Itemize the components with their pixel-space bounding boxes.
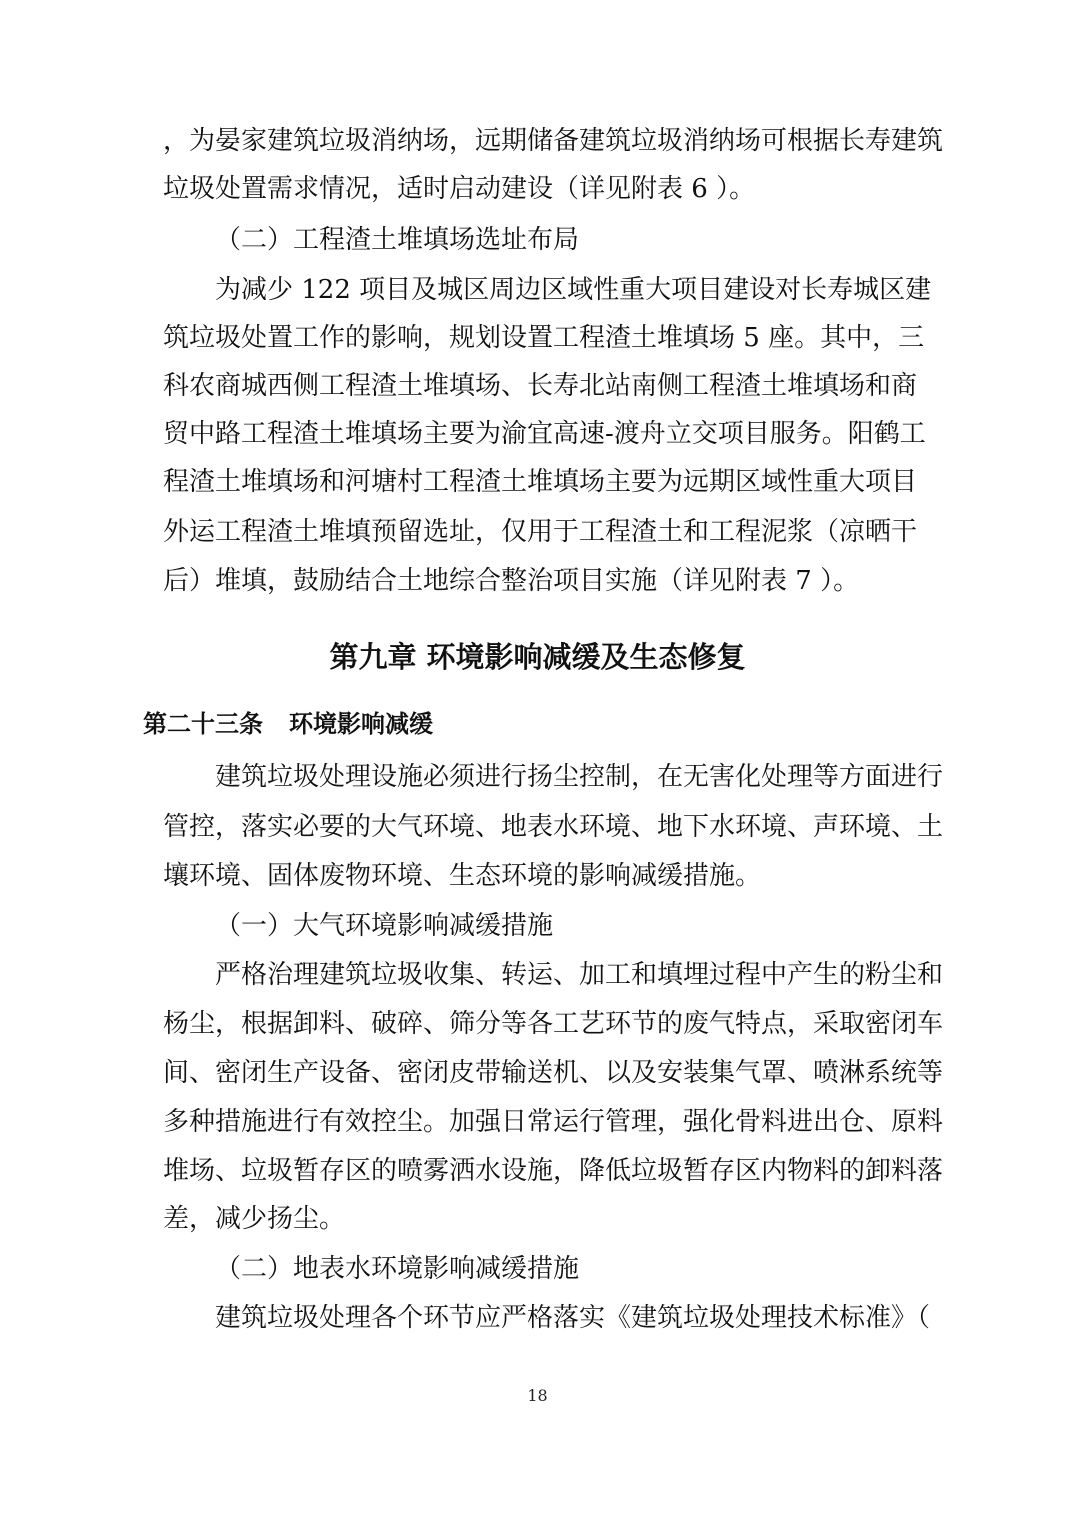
paragraph-line: 程渣土堆填场和河塘村工程渣土堆填场主要为远期区域性重大项目 bbox=[163, 467, 918, 497]
paragraph-line: 多种措施进行有效控尘。加强日常运行管理，强化骨料进出仓、原料 bbox=[163, 1107, 944, 1137]
paragraph-line: 筑垃圾处置工作的影响，规划设置工程渣土堆填场 5 座。其中，三 bbox=[163, 323, 925, 353]
subheading-air-environment: （一）大气环境影响减缓措施 bbox=[215, 911, 554, 941]
article-number: 第二十三条 bbox=[143, 710, 263, 738]
article-title: 环境影响减缓 bbox=[289, 710, 433, 738]
paragraph-line: 贸中路工程渣土堆填场主要为渝宜高速-渡舟立交项目服务。阳鹤工 bbox=[163, 419, 926, 449]
subheading-surface-water: （二）地表水环境影响减缓措施 bbox=[215, 1254, 580, 1284]
article-heading bbox=[143, 704, 433, 744]
paragraph-line: 建筑垃圾处理设施必须进行扬尘控制，在无害化处理等方面进行 bbox=[215, 762, 944, 792]
paragraph-line: 堆场、垃圾暂存区的喷雾洒水设施，降低垃圾暂存区内物料的卸料落 bbox=[163, 1156, 944, 1186]
paragraph-line: 外运工程渣土堆填预留选址，仅用于工程渣土和工程泥浆（凉晒干 bbox=[163, 517, 918, 547]
paragraph-line: 垃圾处置需求情况，适时启动建设（详见附表 6 ）。 bbox=[163, 174, 756, 204]
chapter-title: 第九章 环境影响减缓及生态修复 bbox=[329, 640, 746, 674]
paragraph-line: 杨尘，根据卸料、破碎、筛分等各工艺环节的废气特点，采取密闭车 bbox=[163, 1009, 944, 1039]
paragraph-line: 管控，落实必要的大气环境、地表水环境、地下水环境、声环境、土 bbox=[163, 812, 944, 842]
paragraph-line: 为减少 122 项目及城区周边区域性重大项目建设对长寿城区建 bbox=[215, 275, 932, 305]
paragraph-line: 壤环境、固体废物环境、生态环境的影响减缓措施。 bbox=[163, 861, 762, 891]
paragraph-line: 建筑垃圾处理各个环节应严格落实《建筑垃圾处理技术标准》（ bbox=[215, 1303, 931, 1333]
paragraph-line: 严格治理建筑垃圾收集、转运、加工和填埋过程中产生的粉尘和 bbox=[215, 960, 944, 990]
page-number: 18 bbox=[527, 1386, 548, 1405]
paragraph-line: 后）堆填，鼓励结合土地综合整治项目实施（详见附表 7 ）。 bbox=[163, 566, 860, 596]
paragraph-line: 差，减少扬尘。 bbox=[163, 1204, 346, 1234]
subheading-slag-site-layout: （二）工程渣土堆填场选址布局 bbox=[215, 225, 580, 255]
paragraph-line: 间、密闭生产设备、密闭皮带输送机、以及安装集气罩、喷淋系统等 bbox=[163, 1058, 944, 1088]
paragraph-line: ，为晏家建筑垃圾消纳场，远期储备建筑垃圾消纳场可根据长寿建筑 bbox=[163, 126, 944, 156]
paragraph-line: 科农商城西侧工程渣土堆填场、长寿北站南侧工程渣土堆填场和商 bbox=[163, 371, 918, 401]
